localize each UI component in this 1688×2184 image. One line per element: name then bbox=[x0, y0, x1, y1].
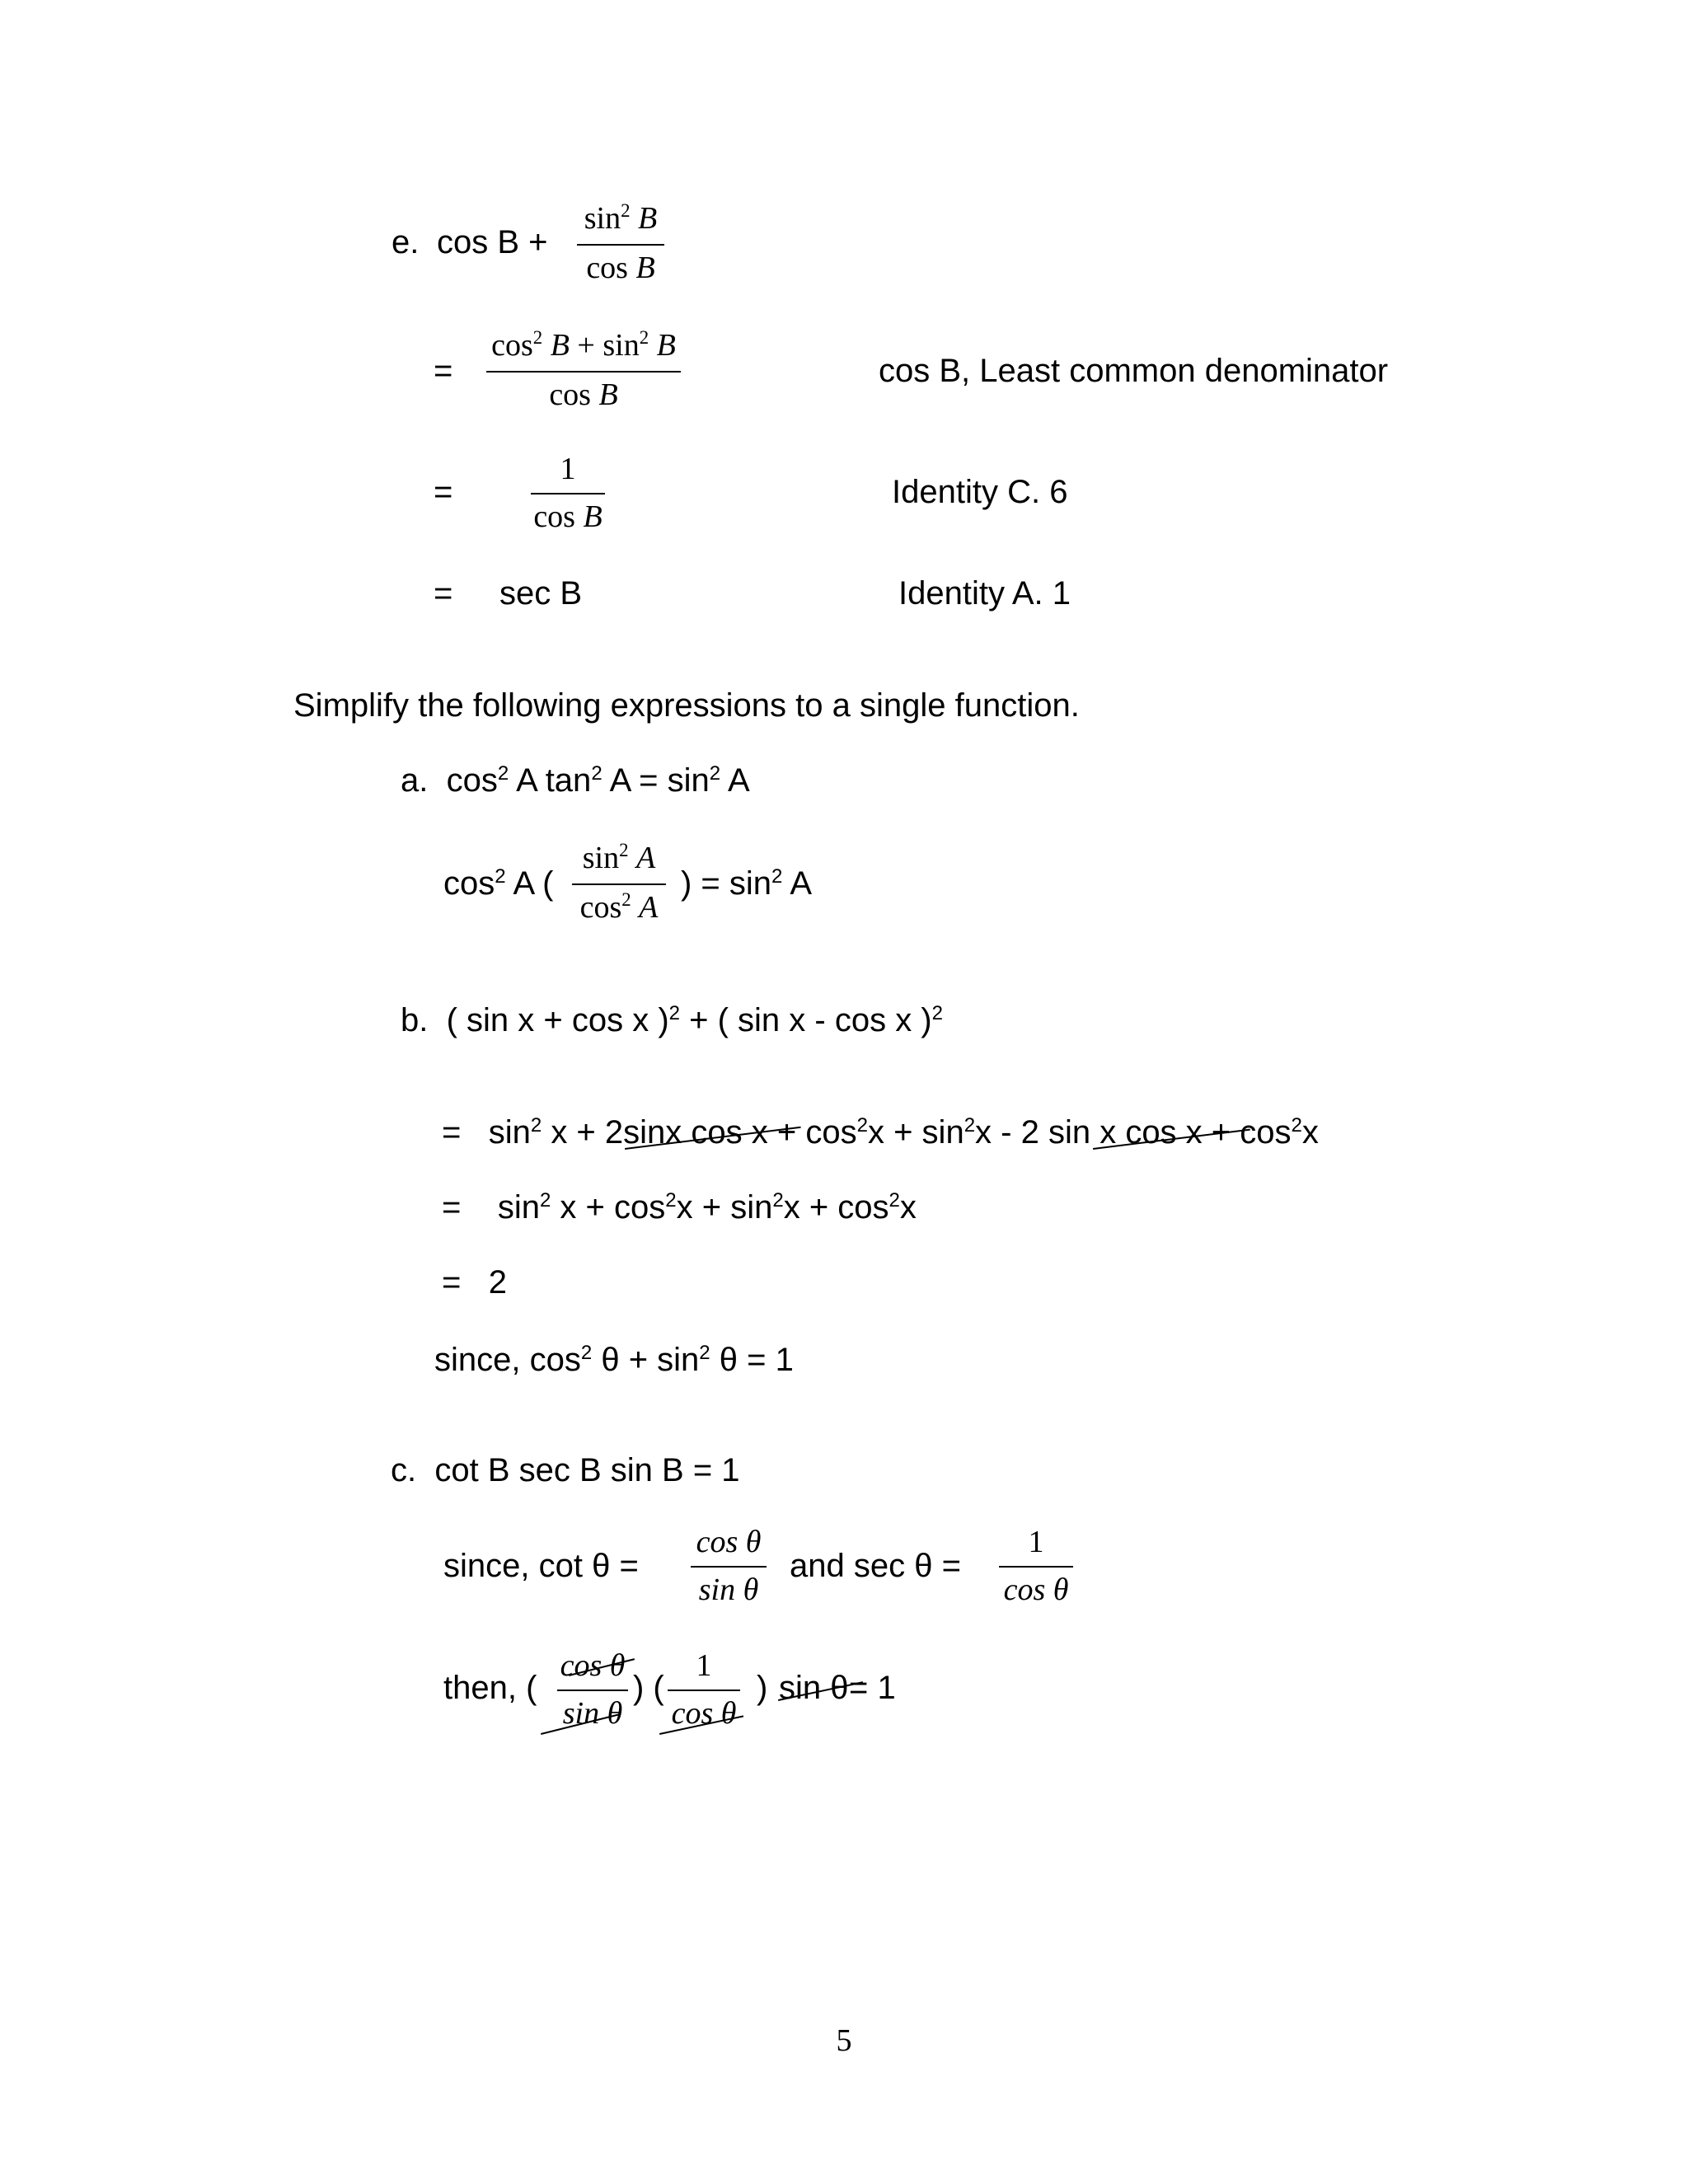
part-c-then-sin: sin θ bbox=[779, 1670, 849, 1706]
fraction-sin2a-over-cos2a: $\sin^2 A$ $\cos^2 A$ bbox=[572, 842, 666, 925]
part-c-equation: c. cot B sec B sin B = 1 bbox=[391, 1452, 740, 1488]
equals-sign: = bbox=[434, 353, 453, 389]
reason-identity-a1: Identity A. 1 bbox=[898, 575, 1071, 612]
part-b-result: = 2 bbox=[442, 1264, 507, 1301]
part-c-then-close: ) bbox=[757, 1670, 768, 1706]
fraction-one-over-cos: 1 cos θ bbox=[999, 1526, 1073, 1609]
fraction-lcd-step: $\cos^2 B + \sin^2 B$ cos B bbox=[486, 330, 681, 412]
part-a-equation: a. $\cos^2 A$ $\tan^2 A = \sin^2 A$ bbox=[401, 762, 750, 799]
equals-sign: = bbox=[434, 575, 453, 612]
page-number: 5 bbox=[836, 2023, 852, 2058]
part-b-since: since, $\cos^2 \theta + \sin^2 \theta = 1$ bbox=[434, 1341, 794, 1378]
part-c-since-sec: and sec θ = bbox=[790, 1548, 961, 1584]
fraction-cancelled-cos-over-sin: cos θ sin θ bbox=[557, 1650, 628, 1732]
fraction-sin2b-over-cosb: $\sin^2 B$ cos B bbox=[577, 203, 664, 285]
part-b-expanded: = $\sin^2 x + 2\sin x$ $\cos x + \cos^2x + \sin^2x - 2$ sin x $\cos x + \cos^2x$ bbox=[442, 1113, 1319, 1151]
fraction-one-over-cosb: 1 cos B bbox=[531, 453, 605, 536]
fraction-cos-over-sin: cos θ sin θ bbox=[691, 1526, 767, 1609]
part-e-label: e. bbox=[392, 224, 420, 260]
reason-lcd: cos B, Least common denominator bbox=[879, 353, 1389, 389]
fraction-cancelled-one-over-cos: 1 cos θ bbox=[668, 1650, 740, 1732]
result-sec-b: sec B bbox=[499, 575, 583, 612]
reason-identity-c6: Identity C. 6 bbox=[892, 474, 1068, 510]
part-c-then-paren: ) ( bbox=[633, 1670, 664, 1706]
struck-term-2: 2 sin x cos bbox=[1020, 1114, 1177, 1151]
part-c-since-cot: since, cot θ = bbox=[443, 1548, 639, 1584]
struck-term-1: 2sinx cos x bbox=[604, 1114, 768, 1151]
part-c-then-result: = 1 bbox=[849, 1670, 896, 1706]
part-b-combined: = $\sin^2 x + \cos^2x + \sin^2x + \cos^2x$ bbox=[442, 1188, 917, 1226]
part-a-work-left: $\cos^2 A$ ( bbox=[443, 865, 554, 902]
part-c-then: then, ( bbox=[443, 1670, 537, 1706]
equals-sign: = bbox=[434, 474, 453, 510]
part-b-expression: b. ( sin x + cos x )$^2$ + ( sin x - cos x )$^2$ bbox=[401, 1001, 943, 1038]
part-a-work-right: ) = $\sin^2 A$ bbox=[681, 865, 812, 902]
instruction-heading: Simplify the following expressions to a single function. bbox=[293, 687, 1080, 724]
part-e-expression: cos B + bbox=[437, 224, 548, 260]
